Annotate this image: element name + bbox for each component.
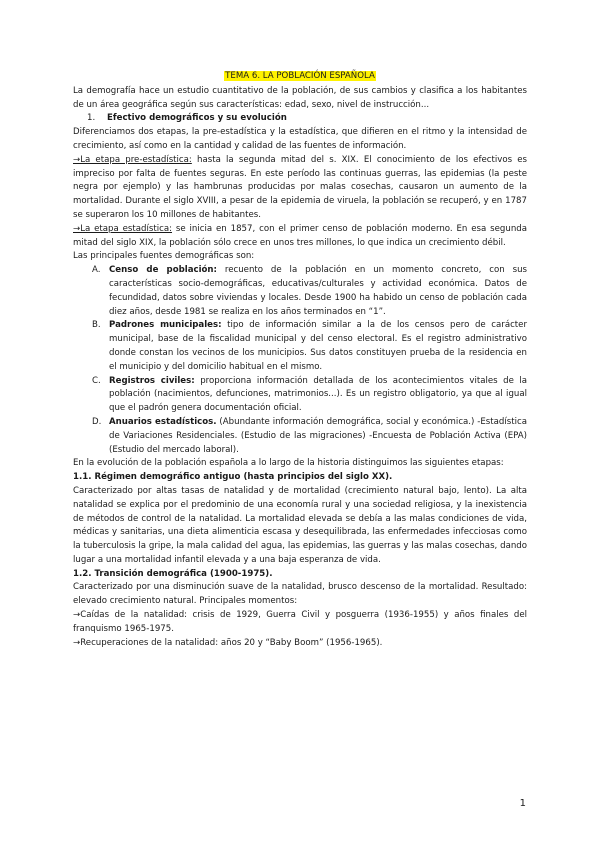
list-item-letter: A. bbox=[92, 265, 101, 276]
evolucion-paragraph: En la evolución de la población española a lo largo de la historia distinguimos las siguientes etapas: bbox=[73, 458, 504, 469]
estat-text: se inicia en 1857, con el primer censo de población moderno. En esa segunda mitad del siglo XIX, la población sólo crece en unos tres millones, lo que indica un crecimiento débil. bbox=[73, 223, 527, 248]
list-item-name: Anuarios estadísticos. bbox=[109, 416, 217, 427]
list-item-letter: C. bbox=[92, 375, 101, 386]
list-item-letter: B. bbox=[92, 320, 101, 331]
estat-label: →La etapa estadística: bbox=[73, 223, 173, 234]
caidas-paragraph: →Caídas de la natalidad: crisis de 1929, Guerra Civil y posguerra (1936-1955) y años finales del franquismo 1965-1975. bbox=[73, 610, 527, 634]
list-item bbox=[73, 319, 527, 374]
section-1-2-paragraph: Caracterizado por una disminución suave de la natalidad, brusco descenso de la mortalidad. Resultado: elevado crecimiento natural. Principales momentos: bbox=[73, 582, 527, 607]
list-item-name: Censo de población: bbox=[109, 265, 217, 276]
list-item-text: tipo de información similar a la de los censos pero de carácter municipal, base de la fiscalidad municipal y del censo electoral. Es el registro administrativo donde constan los vecinos de los municipios. Sus datos constituyen prueba de la residencia en el municipio y del domicilio habitual en el mismo. bbox=[109, 320, 527, 372]
list-item-text: recuento de la población en un momento concreto, con sus características socio-demográficas, educativas/culturales y actividad económica. Datos de fecundidad, datos sobre viviendas y locales. Desde 1900 ha habido un censo de población cada diez años, desde 1981 se realiza en los años terminados en “1”. bbox=[109, 265, 528, 317]
section-1-heading bbox=[87, 112, 527, 126]
list-item-name: Padrones municipales: bbox=[109, 320, 222, 331]
page-number: 1 bbox=[519, 798, 526, 809]
prestat-label: →La etapa pre-estadística: bbox=[73, 154, 192, 165]
list-item-text: proporciona información detallada de los acontecimientos vitales de la población (nacimientos, defunciones, matrimonios...). Es un registro obligatorio, ya que al igual que el padrón genera documentación oficial. bbox=[109, 375, 527, 414]
fuentes-intro: Las principales fuentes demográficas son: bbox=[73, 251, 255, 262]
section-1-title: Efectivo demográficos y su evolución bbox=[107, 113, 287, 124]
section-1-number: 1. bbox=[87, 113, 96, 124]
list-item bbox=[73, 416, 527, 457]
estat-paragraph bbox=[73, 223, 527, 251]
document-title bbox=[73, 70, 527, 84]
list-item-name: Registros civiles: bbox=[109, 375, 195, 386]
section-1-1-heading: 1.1. Régimen demográfico antiguo (hasta principios del siglo XX). bbox=[73, 472, 393, 483]
list-item bbox=[73, 264, 527, 319]
intro-paragraph: La demografía hace un estudio cuantitativo de la población, de sus cambios y clasifica a los habitantes de un área geográfica según sus características: edad, sexo, nivel de instrucción... bbox=[73, 85, 527, 110]
fuentes-list bbox=[73, 264, 527, 457]
recuperaciones-paragraph: →Recuperaciones de la natalidad: años 20 y “Baby Boom” (1956-1965). bbox=[73, 637, 383, 648]
list-item-text: (Abundante información demográfica, social y económica.) -Estadística de Variaciones Residenciales. (Estudio de las migraciones) -Encuesta de Población Activa (EPA) (Estudio del mercado laboral). bbox=[109, 416, 527, 455]
title-highlight: TEMA 6. LA POBLACIÓN ESPAÑOLA bbox=[225, 71, 375, 81]
list-item bbox=[73, 375, 527, 416]
prestat-text: hasta la segunda mitad del s. XIX. El conocimiento de los efectivos es impreciso por falta de fuentes seguras. En este período las continuas guerras, las epidemias (la peste negra por ejemplo) y las hambrunas producidas por malas cosechas, causaron un aumento de la mortalidad. Durante el siglo XVIII, a pesar de la epidemia de viruela, la población se recuperó, y en 1787 se superaron los 10 millones de habitantes. bbox=[73, 154, 528, 220]
prestat-paragraph bbox=[73, 154, 527, 223]
section-1-2-heading: 1.2. Transición demográfica (1900-1975). bbox=[73, 568, 273, 579]
list-item-letter: D. bbox=[92, 416, 102, 427]
section-1-paragraph: Diferenciamos dos etapas, la pre-estadística y la estadística, que difieren en el ritmo y la intensidad de crecimiento, así como en la cantidad y calidad de las fuentes de información. bbox=[73, 127, 527, 151]
document-page bbox=[73, 70, 527, 650]
section-1-1-paragraph: Caracterizado por altas tasas de natalidad y de mortalidad (crecimiento natural bajo, lento). La alta natalidad se explica por el predominio de una economía rural y una sociedad religiosa, y la inexistencia de métodos de control de la natalidad. La mortalidad elevada se debía a las malas condiciones de vida, médicas y sanitarias, una dieta alimenticia escasa y desequilibrada, las enfermedades infecciosas como la tuberculosis la gripe, la mala calidad del agua, las epidemias, las guerras y las malas cosechas, dando lugar a una mortalidad infantil elevada y a una baja esperanza de vida. bbox=[73, 485, 527, 565]
